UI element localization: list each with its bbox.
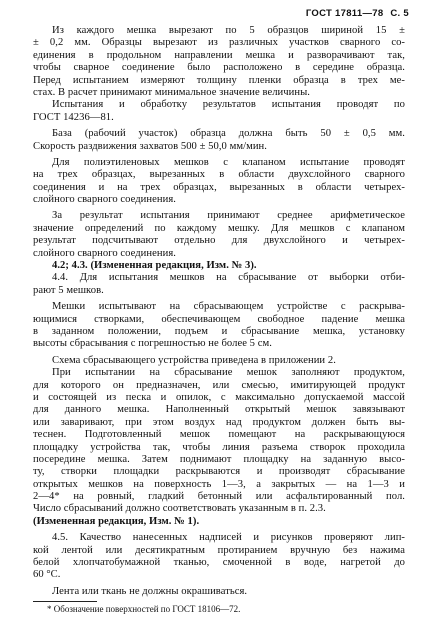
text-line: для которого он предназначен, или смесью, имитирующей продукт [33, 379, 405, 391]
page-header [302, 8, 409, 19]
text-line: ющимися створками, обеспечивающем свободное падение мешка [33, 313, 405, 325]
text-line: Испытания и обработку результатов испытания проводят по [52, 99, 405, 111]
text-line: стах. В расчет принимают минимальное значение величины. [33, 86, 310, 98]
standard-number: ГОСТ 17811—78 [305, 8, 384, 19]
text-line: рают 5 мешков. [33, 284, 104, 296]
text-line: соединения и на трех образцах, вырезанных в области четырех- [33, 181, 405, 193]
text-line: чтобы сварное соединение было расположено в середине образца. [33, 62, 405, 74]
text-line: База (рабочий участок) образца должна быть 50 ± 0,5 мм. [52, 128, 405, 140]
text-line: кой лентой или десятикратным протиранием вручную без нажима [33, 544, 405, 556]
text-line: ту, створки площадки раскрываются и производят сбрасывание [33, 466, 405, 478]
text-line: 60 °С. [33, 569, 61, 581]
text-line: для данного мешка. Наполненный открытый мешок завязывают [33, 404, 405, 416]
text-line: единения в продольном направлении мешка и разворачивают так, [33, 49, 405, 61]
text-line: слойного сварного соединения. [33, 247, 176, 259]
text-line: 2—4* на ровный, гладкий бетонный или асфальтированный пол. [33, 491, 405, 503]
text-line: на трех образцах, вырезанных в области двухслойного сварного [33, 169, 405, 181]
text-line: Мешки испытывают на сбрасывающем устройстве с раскрыва- [52, 301, 405, 313]
text-line: Перед испытанием измеряют толщину пленки образца в трех ме- [33, 74, 405, 86]
text-line: ГОСТ 14236—81. [33, 111, 114, 123]
footnote-divider [33, 601, 97, 602]
body-text [33, 25, 405, 598]
footnote: * Обозначение поверхностей по ГОСТ 18106—72. [47, 604, 241, 614]
text-line: результат подсчитывают отдельно для двухслойного и четырех- [33, 235, 405, 247]
text-line: 4.5. Качество нанесенных надписей и рисунков проверяют лип- [52, 532, 405, 544]
text-line: Число сбрасываний должно соответствовать указанным в п. 2.3. [33, 503, 326, 515]
text-line: Для полиэтиленовых мешков с клапаном испытание проводят [52, 156, 405, 168]
text-line: открытых мешков на поверхность 1—3, а закрытых — на 1—3 и [33, 478, 405, 490]
page-number: С. 5 [390, 8, 409, 19]
text-line: Схема сбрасывающего устройства приведена в приложении 2. [52, 354, 336, 366]
text-line: посередине мешка. Затем поднимают площадку на заданную высо- [33, 453, 405, 465]
text-line: При испытании на сбрасывание мешок заполняют продуктом, [52, 367, 405, 379]
amendment-note: 4.2; 4.3. (Измененная редакция, Изм. № 3). [52, 260, 257, 272]
text-line: в заданном положении, подъем и сбрасывание мешка, установку [33, 325, 405, 337]
text-line: За результат испытания принимают среднее арифметическое [52, 210, 405, 222]
text-line: и состоящей из песка и опилок, с максимально допускаемой массой [33, 391, 405, 403]
text-line: 4.4. Для испытания мешков на сбрасывание от выборки отби- [52, 272, 405, 284]
text-line: белой хлопчатобумажной тканью, смоченной в воде, нагретой до [33, 557, 405, 569]
text-line: площадку устройства так, чтобы линия разъема створок проходила [33, 441, 405, 453]
text-line: теснен. Подготовленный мешок помещают на раскрывающуюся [33, 429, 405, 441]
text-line: ± 0,2 мм. Образцы вырезают из различных участков сварного со- [33, 37, 405, 49]
text-line: высоты сбрасывания с погрешностью не более 5 см. [33, 338, 272, 350]
text-line: Лента или ткань не должны окрашиваться. [52, 585, 248, 597]
amendment-note: (Измененная редакция, Изм. № 1). [33, 515, 200, 527]
text-line: Скорость раздвижения захватов 500 ± 50,0 мм/мин. [33, 140, 267, 152]
text-line: или заваривают, при этом воздух над продуктом должен быть вы- [33, 416, 405, 428]
text-line: значение определений по каждому мешку. Для мешков с клапаном [33, 222, 405, 234]
text-line: Из каждого мешка вырезают по 5 образцов шириной 15 ± [52, 25, 405, 36]
text-line: слойного сварного соединения. [33, 194, 176, 206]
